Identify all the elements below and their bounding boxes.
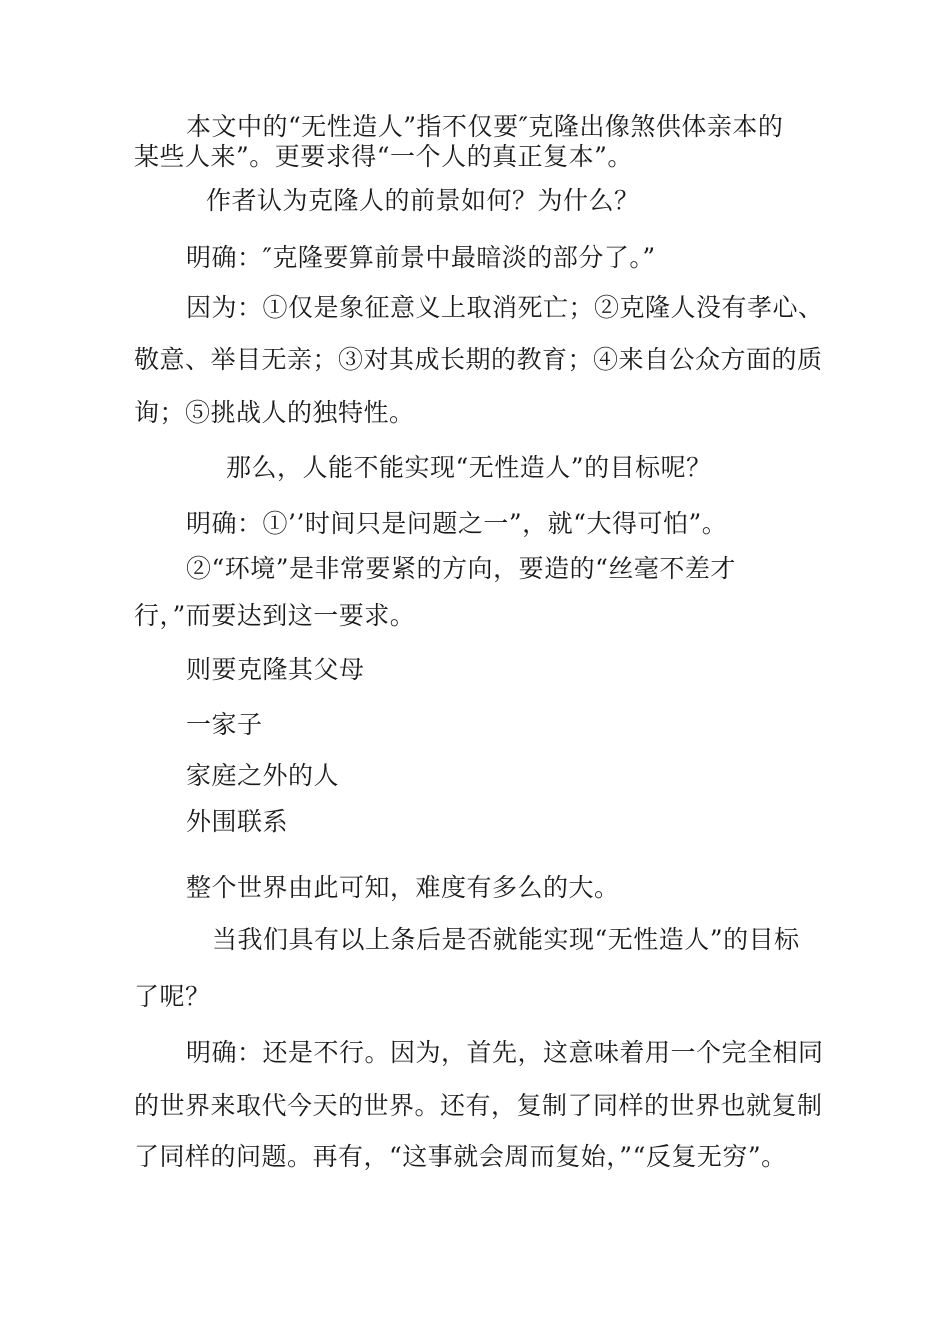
text-line: 一家子	[186, 710, 263, 739]
text-line: 了呢？	[134, 982, 211, 1011]
text-line: 询；⑤挑战人的独特性。	[134, 398, 415, 427]
text-line: 整个世界由此可知，难度有多么的大。	[186, 873, 620, 902]
text-line: 外围联系	[186, 807, 289, 836]
text-line: 因为：①仅是象征意义上取消死亡；②克隆人没有孝心、	[186, 293, 824, 322]
text-line: 某些人来”。更要求得“一个人的真正复本”。	[134, 142, 633, 171]
text-line: 了同样的问题。再有，“这事就会周而复始，”“反复无穷”。	[134, 1142, 787, 1171]
text-line: 则要克隆其父母	[186, 655, 365, 684]
text-line: 本文中的“无性造人”指不仅要″克隆出像煞供体亲本的	[186, 112, 784, 141]
text-line: 当我们具有以上条后是否就能实现“无性造人”的目标	[212, 925, 800, 954]
text-line: 敬意、举目无亲；③对其成长期的教育；④来自公众方面的质	[134, 345, 823, 374]
text-line: 作者认为克隆人的前景如何？为什么？	[206, 186, 640, 215]
text-line: 行，”而要达到这一要求。	[134, 601, 416, 630]
text-line: 的世界来取代今天的世界。还有，复制了同样的世界也就复制	[134, 1091, 823, 1120]
text-line: ②“环境”是非常要紧的方向，要造的“丝毫不差才	[186, 554, 736, 583]
text-line: 明确：″克隆要算前景中最暗淡的部分了。”	[186, 243, 656, 272]
text-line: 那么，人能不能实现“无性造人”的目标呢？	[226, 453, 712, 482]
text-line: 明确：还是不行。因为，首先，这意味着用一个完全相同	[186, 1038, 824, 1067]
text-line: 明确：①’’时间只是问题之一”，就“大得可怕”。	[186, 509, 728, 538]
text-line: 家庭之外的人	[186, 761, 340, 790]
